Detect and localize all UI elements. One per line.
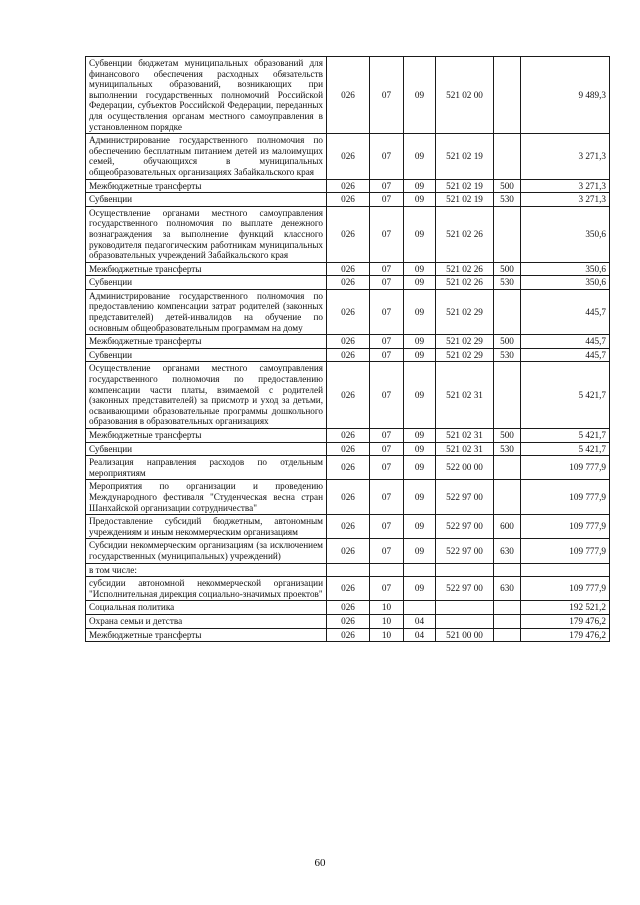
table-row — [86, 429, 610, 443]
cell-target-article: 521 02 29 — [436, 335, 494, 349]
cell-target-article: 521 02 26 — [436, 206, 494, 262]
cell-section-code: 07 — [370, 442, 404, 456]
cell-subsection-code: 09 — [404, 179, 436, 193]
cell-ministry-code: 026 — [327, 539, 370, 563]
cell-amount: 109 777,9 — [521, 515, 610, 539]
cell-target-article — [436, 563, 494, 577]
cell-expense-type — [494, 206, 521, 262]
cell-target-article: 521 02 00 — [436, 57, 494, 134]
cell-target-article: 521 02 29 — [436, 289, 494, 334]
table-row — [86, 539, 610, 563]
cell-amount: 109 777,9 — [521, 480, 610, 515]
cell-amount: 350,6 — [521, 262, 610, 276]
cell-ministry-code: 026 — [327, 577, 370, 601]
table-row — [86, 179, 610, 193]
cell-amount: 109 777,9 — [521, 539, 610, 563]
cell-expense-type: 500 — [494, 335, 521, 349]
cell-name: Межбюджетные трансферты — [86, 179, 327, 193]
cell-amount: 445,7 — [521, 335, 610, 349]
cell-subsection-code: 09 — [404, 429, 436, 443]
cell-subsection-code: 09 — [404, 335, 436, 349]
cell-name: Межбюджетные трансферты — [86, 628, 327, 642]
table-row — [86, 193, 610, 207]
cell-ministry-code: 026 — [327, 206, 370, 262]
cell-expense-type: 630 — [494, 539, 521, 563]
cell-name: Реализация направления расходов по отдельным мероприятиям — [86, 456, 327, 480]
cell-ministry-code: 026 — [327, 614, 370, 628]
cell-amount: 109 777,9 — [521, 456, 610, 480]
cell-expense-type — [494, 480, 521, 515]
cell-ministry-code: 026 — [327, 179, 370, 193]
cell-amount: 5 421,7 — [521, 442, 610, 456]
budget-table — [85, 56, 610, 642]
cell-target-article: 521 02 31 — [436, 442, 494, 456]
table-row — [86, 206, 610, 262]
cell-amount: 3 271,3 — [521, 193, 610, 207]
cell-name: Субвенции — [86, 348, 327, 362]
cell-section-code: 07 — [370, 348, 404, 362]
page-number: 60 — [314, 857, 326, 869]
cell-target-article: 521 02 29 — [436, 348, 494, 362]
cell-amount: 445,7 — [521, 289, 610, 334]
cell-name: Осуществление органами местного самоуправления государственного полномочия по выплате денежного вознаграждения за выполнение функций классного руководителя педагогическим работникам муниципальных образовательных учреждений Забайкальского края — [86, 206, 327, 262]
cell-ministry-code — [327, 563, 370, 577]
cell-expense-type: 530 — [494, 276, 521, 290]
cell-expense-type: 500 — [494, 262, 521, 276]
cell-section-code: 07 — [370, 480, 404, 515]
cell-amount: 179 476,2 — [521, 614, 610, 628]
cell-name: Охрана семьи и детства — [86, 614, 327, 628]
cell-expense-type — [494, 289, 521, 334]
cell-target-article: 521 02 26 — [436, 276, 494, 290]
cell-target-article — [436, 601, 494, 615]
cell-section-code: 07 — [370, 539, 404, 563]
cell-expense-type — [494, 628, 521, 642]
cell-expense-type: 500 — [494, 429, 521, 443]
cell-amount: 3 271,3 — [521, 179, 610, 193]
table-row — [86, 348, 610, 362]
cell-expense-type — [494, 362, 521, 429]
cell-subsection-code: 09 — [404, 262, 436, 276]
cell-amount: 5 421,7 — [521, 362, 610, 429]
cell-ministry-code: 026 — [327, 456, 370, 480]
cell-ministry-code: 026 — [327, 262, 370, 276]
cell-ministry-code: 026 — [327, 193, 370, 207]
cell-subsection-code: 04 — [404, 614, 436, 628]
cell-name: Межбюджетные трансферты — [86, 429, 327, 443]
cell-expense-type — [494, 456, 521, 480]
cell-subsection-code: 09 — [404, 362, 436, 429]
cell-expense-type: 630 — [494, 577, 521, 601]
cell-amount: 9 489,3 — [521, 57, 610, 134]
cell-target-article: 522 97 00 — [436, 480, 494, 515]
cell-section-code: 10 — [370, 601, 404, 615]
cell-target-article: 521 02 26 — [436, 262, 494, 276]
table-row — [86, 456, 610, 480]
cell-section-code: 07 — [370, 206, 404, 262]
cell-section-code: 07 — [370, 262, 404, 276]
cell-amount: 445,7 — [521, 348, 610, 362]
cell-subsection-code — [404, 563, 436, 577]
cell-name: Субвенции — [86, 442, 327, 456]
cell-expense-type: 500 — [494, 179, 521, 193]
cell-ministry-code: 026 — [327, 348, 370, 362]
cell-subsection-code: 09 — [404, 456, 436, 480]
cell-target-article: 522 97 00 — [436, 515, 494, 539]
cell-section-code: 07 — [370, 577, 404, 601]
table-row — [86, 335, 610, 349]
cell-expense-type — [494, 57, 521, 134]
cell-name: в том числе: — [86, 563, 327, 577]
cell-name: Межбюджетные трансферты — [86, 335, 327, 349]
cell-expense-type: 530 — [494, 193, 521, 207]
cell-target-article: 521 02 31 — [436, 429, 494, 443]
cell-section-code: 07 — [370, 456, 404, 480]
cell-expense-type: 600 — [494, 515, 521, 539]
cell-name: субсидии автономной некоммерческой организации "Исполнительная дирекция социально-значимых проектов" — [86, 577, 327, 601]
cell-name: Субсидии некоммерческим организациям (за исключением государственных (муниципальных) учреждений) — [86, 539, 327, 563]
cell-ministry-code: 026 — [327, 480, 370, 515]
cell-ministry-code: 026 — [327, 335, 370, 349]
cell-target-article: 521 02 31 — [436, 362, 494, 429]
cell-expense-type — [494, 563, 521, 577]
cell-section-code: 07 — [370, 179, 404, 193]
cell-name: Администрирование государственного полномочия по обеспечению бесплатным питанием детей из малоимущих семей, обучающихся в муниципальных общеобразовательных организациях Забайкальского края — [86, 134, 327, 179]
cell-subsection-code: 09 — [404, 348, 436, 362]
table-row — [86, 614, 610, 628]
cell-amount: 5 421,7 — [521, 429, 610, 443]
cell-expense-type — [494, 134, 521, 179]
cell-ministry-code: 026 — [327, 442, 370, 456]
cell-expense-type — [494, 601, 521, 615]
cell-name: Межбюджетные трансферты — [86, 262, 327, 276]
cell-ministry-code: 026 — [327, 57, 370, 134]
cell-target-article: 521 02 19 — [436, 193, 494, 207]
cell-name: Субвенции — [86, 276, 327, 290]
cell-name: Предоставление субсидий бюджетным, автономным учреждениям и иным некоммерческим организациям — [86, 515, 327, 539]
table-row — [86, 563, 610, 577]
cell-section-code: 07 — [370, 429, 404, 443]
cell-section-code: 07 — [370, 57, 404, 134]
cell-amount: 179 476,2 — [521, 628, 610, 642]
cell-subsection-code: 09 — [404, 57, 436, 134]
cell-subsection-code: 09 — [404, 206, 436, 262]
cell-subsection-code: 09 — [404, 577, 436, 601]
cell-section-code: 07 — [370, 362, 404, 429]
cell-ministry-code: 026 — [327, 601, 370, 615]
cell-target-article: 521 02 19 — [436, 179, 494, 193]
cell-name: Субвенции бюджетам муниципальных образований для финансового обеспечения расходных обязательств муниципальных образований, возникающих при выполнении государственных полномочий Российской Федерации, субъектов Российской Федерации, переданных для осуществления органам местного самоуправления в установленном порядке — [86, 57, 327, 134]
table-row — [86, 362, 610, 429]
cell-expense-type: 530 — [494, 348, 521, 362]
cell-ministry-code: 026 — [327, 289, 370, 334]
cell-ministry-code: 026 — [327, 429, 370, 443]
cell-ministry-code: 026 — [327, 362, 370, 429]
cell-amount: 3 271,3 — [521, 134, 610, 179]
cell-amount: 192 521,2 — [521, 601, 610, 615]
cell-section-code: 07 — [370, 335, 404, 349]
cell-amount: 350,6 — [521, 206, 610, 262]
cell-section-code: 07 — [370, 193, 404, 207]
cell-section-code: 07 — [370, 515, 404, 539]
table-row — [86, 134, 610, 179]
cell-name: Субвенции — [86, 193, 327, 207]
cell-target-article: 521 00 00 — [436, 628, 494, 642]
table-row — [86, 480, 610, 515]
cell-subsection-code — [404, 601, 436, 615]
cell-name: Администрирование государственного полномочия по предоставлению компенсации затрат родителей (законных представителей) детей-инвалидов на обучение по основным общеобразовательным программам на дому — [86, 289, 327, 334]
cell-target-article: 522 00 00 — [436, 456, 494, 480]
cell-target-article — [436, 614, 494, 628]
cell-expense-type: 530 — [494, 442, 521, 456]
cell-subsection-code: 09 — [404, 193, 436, 207]
cell-target-article: 521 02 19 — [436, 134, 494, 179]
cell-ministry-code: 026 — [327, 134, 370, 179]
cell-name: Осуществление органами местного самоуправления государственного полномочия по предоставлению компенсации части платы, взимаемой с родителей (законных представителей) за присмотр и уход за детьми, осваивающими образовательные программы дошкольного образования в образовательных организациях — [86, 362, 327, 429]
table-row — [86, 515, 610, 539]
cell-ministry-code: 026 — [327, 628, 370, 642]
cell-amount — [521, 563, 610, 577]
cell-expense-type — [494, 614, 521, 628]
cell-section-code: 10 — [370, 628, 404, 642]
table-row — [86, 442, 610, 456]
cell-subsection-code: 09 — [404, 480, 436, 515]
cell-subsection-code: 09 — [404, 289, 436, 334]
cell-subsection-code: 09 — [404, 442, 436, 456]
cell-section-code — [370, 563, 404, 577]
cell-subsection-code: 04 — [404, 628, 436, 642]
table-row — [86, 276, 610, 290]
cell-amount: 109 777,9 — [521, 577, 610, 601]
table-row — [86, 577, 610, 601]
cell-subsection-code: 09 — [404, 515, 436, 539]
table-row — [86, 601, 610, 615]
cell-target-article: 522 97 00 — [436, 539, 494, 563]
budget-table-body — [86, 57, 610, 642]
cell-subsection-code: 09 — [404, 134, 436, 179]
cell-amount: 350,6 — [521, 276, 610, 290]
cell-section-code: 07 — [370, 276, 404, 290]
cell-name: Социальная политика — [86, 601, 327, 615]
cell-ministry-code: 026 — [327, 276, 370, 290]
cell-section-code: 10 — [370, 614, 404, 628]
cell-target-article: 522 97 00 — [436, 577, 494, 601]
cell-section-code: 07 — [370, 289, 404, 334]
table-row — [86, 628, 610, 642]
cell-section-code: 07 — [370, 134, 404, 179]
table-row — [86, 289, 610, 334]
cell-subsection-code: 09 — [404, 539, 436, 563]
table-row — [86, 262, 610, 276]
table-row — [86, 57, 610, 134]
cell-subsection-code: 09 — [404, 276, 436, 290]
cell-ministry-code: 026 — [327, 515, 370, 539]
cell-name: Мероприятия по организации и проведению Международного фестиваля "Студенческая весна стран Шанхайской организации сотрудничества" — [86, 480, 327, 515]
